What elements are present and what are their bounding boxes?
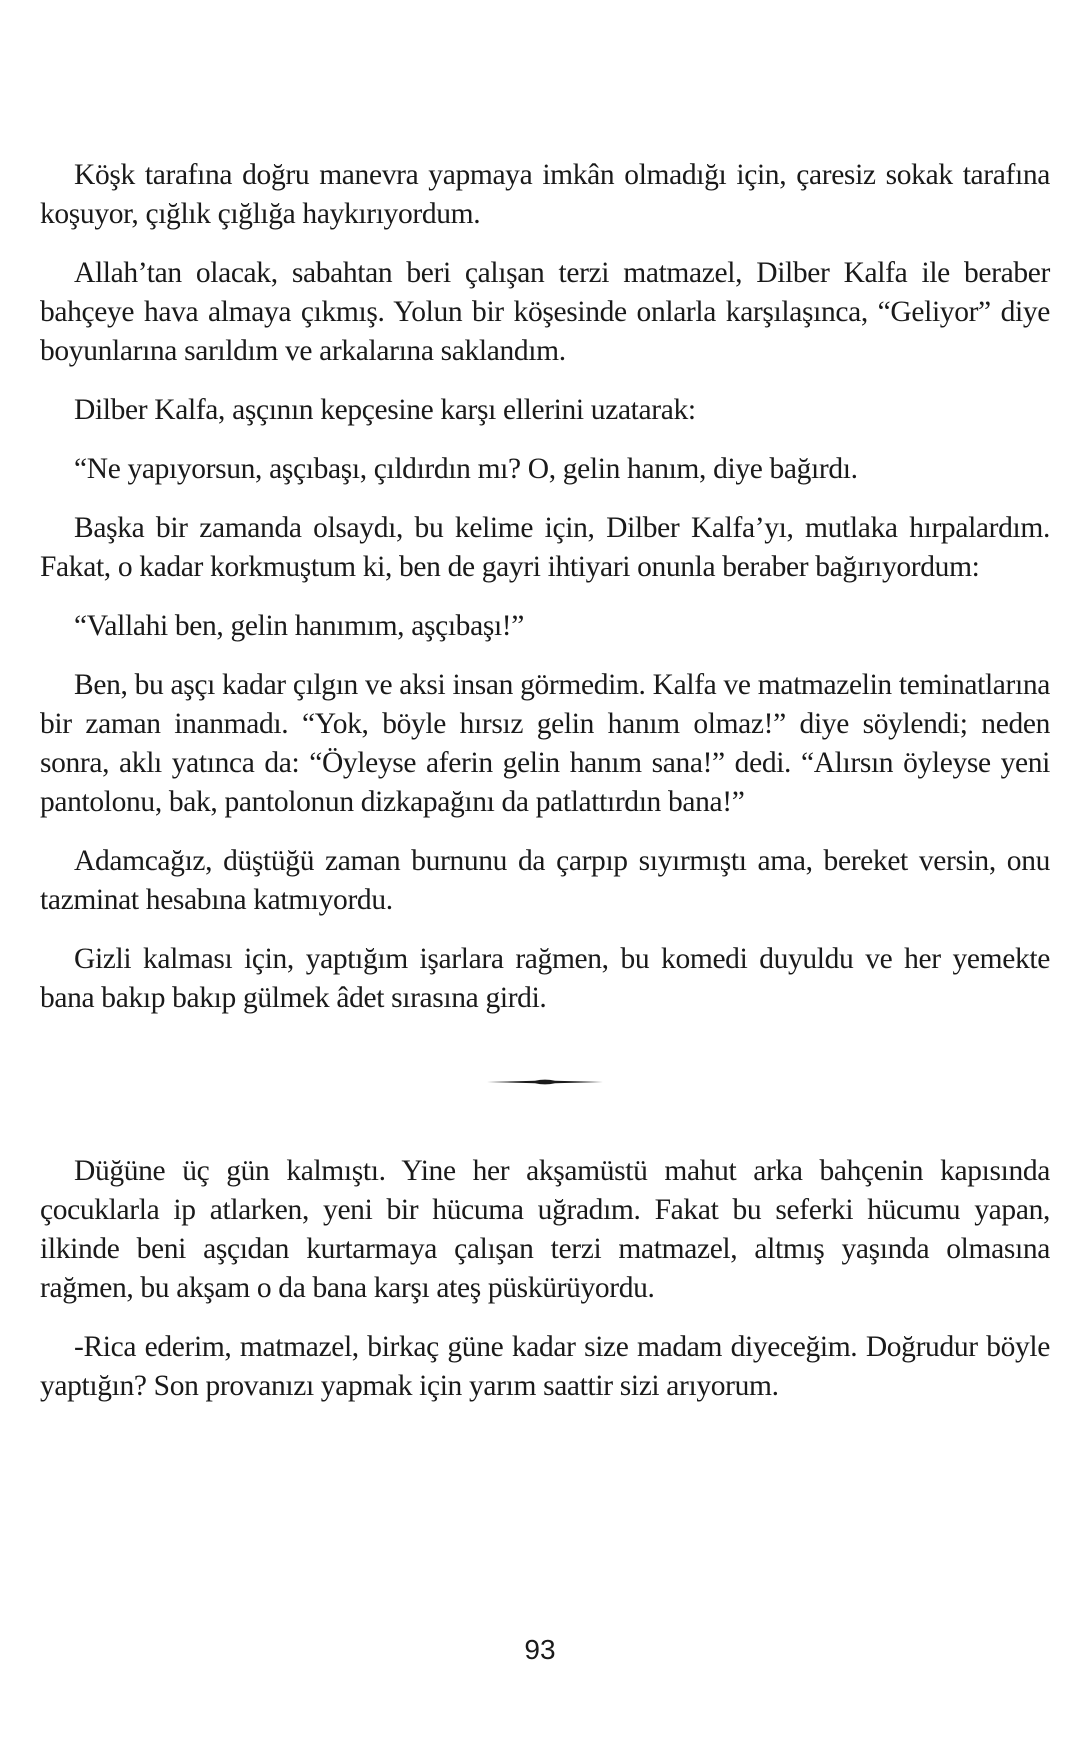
paragraph: Köşk tarafına doğru manevra yapmaya imkân olmadığı için, çaresiz sokak tarafına koşuyor, çığlık çığlığa haykırıyordum.: [40, 159, 1050, 230]
paragraph: Dilber Kalfa, aşçının kepçesine karşı ellerini uzatarak:: [74, 394, 696, 426]
page-body: [40, 156, 1050, 1426]
paragraph: Allah’tan olacak, sabahtan beri çalışan terzi matmazel, Dilber Kalfa ile beraber bahçeye hava almaya çıkmış. Yolun bir köşesinde onlarla karşılaşınca, “Geliyor” diye boyunlarına sarıldım ve arkalarına saklandım.: [40, 257, 1050, 367]
paragraph: “Ne yapıyorsun, aşçıbaşı, çıldırdın mı? O, gelin hanım, diye bağırdı.: [74, 453, 858, 485]
paragraph: Gizli kalması için, yaptığım işarlara rağmen, bu komedi duyuldu ve her yemekte bana bakıp bakıp gülmek âdet sırasına girdi.: [40, 943, 1050, 1014]
section-divider-icon: [485, 1076, 605, 1088]
paragraph: “Vallahi ben, gelin hanımım, aşçıbaşı!”: [74, 610, 525, 642]
paragraph: -Rica ederim, matmazel, birkaç güne kadar size madam diyeceğim. Doğrudur böyle yaptığın? Son provanızı yapmak için yarım saattir sizi arıyorum.: [40, 1331, 1050, 1402]
paragraph: Adamcağız, düştüğü zaman burnunu da çarpıp sıyırmıştı ama, bereket versin, onu tazminat hesabına katmıyordu.: [40, 845, 1050, 916]
paragraph: Başka bir zamanda olsaydı, bu kelime için, Dilber Kalfa’yı, mutlaka hırpalardım. Fakat, o kadar korkmuştum ki, ben de gayri ihtiyari onunla beraber bağırıyordum:: [40, 512, 1050, 583]
paragraph: Düğüne üç gün kalmıştı. Yine her akşamüstü mahut arka bahçenin kapısında çocuklarla ip atlarken, yeni bir hücuma uğradım. Fakat bu seferki hücumu yapan, ilkinde beni aşçıdan kurtarmaya çalışan terzi matmazel, altmış yaşında olmasına rağmen, bu akşam o da bana karşı ateş püskürüyordu.: [40, 1155, 1050, 1304]
paragraph: Ben, bu aşçı kadar çılgın ve aksi insan görmedim. Kalfa ve matmazelin teminatlarına bir zaman inanmadı. “Yok, böyle hırsız gelin hanım olmaz!” diye söylendi; neden sonra, aklı yatınca da: “Öyleyse aferin gelin hanım sana!” dedi. “Alırsın öyleyse yeni pantolonu, bak, pantolonun dizkapağını da patlattırdın bana!”: [40, 669, 1050, 818]
page-number: 93: [524, 1634, 556, 1665]
section-divider: [40, 1042, 1050, 1122]
section-two: [40, 1152, 1050, 1406]
